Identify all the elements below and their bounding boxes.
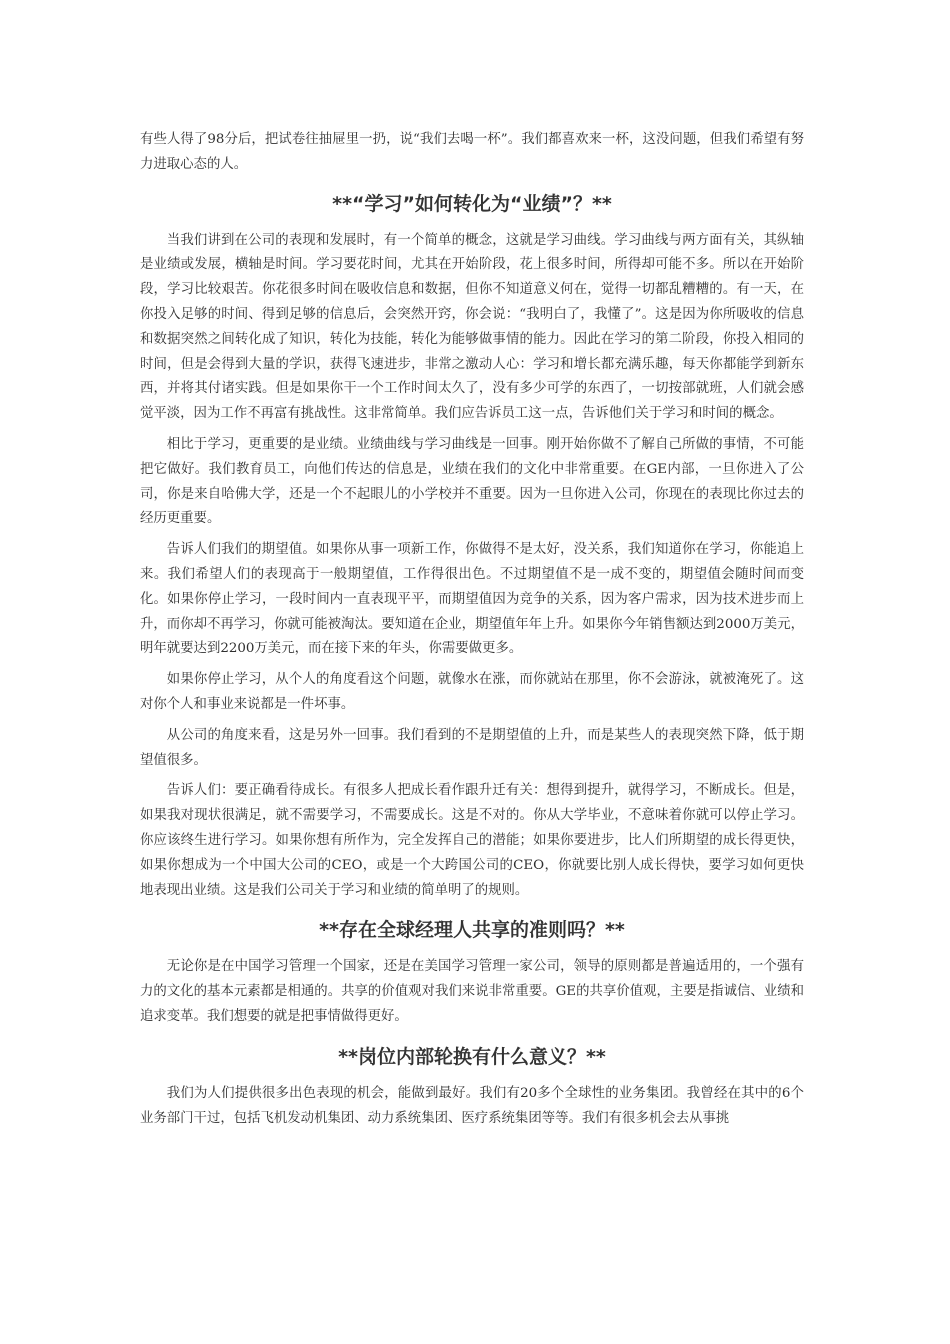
body-paragraph: 相比于学习，更重要的是业绩。业绩曲线与学习曲线是一回事。刚开始你做不了解自己所做的事情，不可能把它做好。我们教育员工，向他们传达的信息是，业绩在我们的文化中非常重要。在GE内部，一旦你进入了公司，你是来自哈佛大学，还是一个不起眼儿的小学校并不重要。因为一旦你进入公司，你现在的表现比你过去的经历更重要。 [140, 436, 804, 527]
body-paragraph: 无论你是在中国学习管理一个国家，还是在美国学习管理一家公司，领导的原则都是普遍适用的，一个强有力的文化的基本元素都是相通的。共享的价值观对我们来说非常重要。GE的共享价值观，主要是指诚信、业绩和追求变革。我们想要的就是把事情做得更好。 [140, 959, 804, 1024]
document-page [140, 128, 804, 1137]
intro-paragraph: 有些人得了98分后，把试卷往抽屉里一扔，说“我们去喝一杯”。我们都喜欢来一杯，这没问题，但我们希望有努力进取心态的人。 [140, 132, 804, 172]
body-paragraph: 告诉人们我们的期望值。如果你从事一项新工作，你做得不是太好，没关系，我们知道你在学习，你能追上来。我们希望人们的表现高于一般期望值，工作得很出色。不过期望值不是一成不变的，期望值会随时间而变化。如果你停止学习，一段时间内一直表现平平，而期望值因为竞争的关系，因为客户需求，因为技术进步而上升，而你却不再学习，你就可能被淘汰。要知道在企业，期望值年年上升。如果你今年销售额达到2000万美元，明年就要达到2200万美元，而在接下来的年头，你需要做更多。 [140, 542, 804, 657]
body-paragraph: 当我们讲到在公司的表现和发展时，有一个简单的概念，这就是学习曲线。学习曲线与两方面有关，其纵轴是业绩或发展，横轴是时间。学习要花时间，尤其在开始阶段，花上很多时间，所得却可能不多。所以在开始阶段，学习比较艰苦。你花很多时间在吸收信息和数据，但你不知道意义何在，觉得一切都乱糟糟的。有一天，在你投入足够的时间、得到足够的信息后，会突然开窍，你会说：“我明白了，我懂了”。这是因为你所吸收的信息和数据突然之间转化成了知识，转化为技能，转化为能够做事情的能力。因此在学习的第二阶段，你投入相同的时间，但是会得到大量的学识，获得飞速进步，非常之激动人心：学习和增长都充满乐趣，每天你都能学到新东西，并将其付诸实践。但是如果你干一个工作时间太久了，没有多少可学的东西了，一切按部就班，人们就会感觉平淡，因为工作不再富有挑战性。这非常简单。我们应告诉员工这一点，告诉他们关于学习和时间的概念。 [140, 232, 804, 422]
section-heading-learning-to-performance: **“学习”如何转化为“业绩”？** [332, 192, 612, 215]
body-paragraph: 我们为人们提供很多出色表现的机会，能做到最好。我们有20多个全球性的业务集团。我曾经在其中的6个业务部门干过，包括飞机发动机集团、动力系统集团、医疗系统集团等等。我们有很多机会去从事挑 [140, 1085, 804, 1126]
section-heading-global-manager-principles: **存在全球经理人共享的准则吗？** [319, 919, 625, 942]
section-heading-job-rotation: **岗位内部轮换有什么意义？** [338, 1045, 606, 1068]
body-paragraph: 从公司的角度来看，这是另外一回事。我们看到的不是期望值的上升，而是某些人的表现突然下降，低于期望值很多。 [140, 727, 804, 768]
body-paragraph: 告诉人们：要正确看待成长。有很多人把成长看作跟升迁有关：想得到提升，就得学习，不断成长。但是，如果我对现状很满足，就不需要学习，不需要成长。这是不对的。你从大学毕业，不意味着你就可以停止学习。你应该终生进行学习。如果你想有所作为，完全发挥自己的潜能；如果你要进步，比人们所期望的成长得更快，如果你想成为一个中国大公司的CEO，或是一个大跨国公司的CEO，你就要比别人成长得快，要学习如何更快地表现出业绩。这是我们公司关于学习和业绩的简单明了的规则。 [140, 783, 804, 898]
body-paragraph: 如果你停止学习，从个人的角度看这个问题，就像水在涨，而你就站在那里，你不会游泳，就被淹死了。这对你个人和事业来说都是一件坏事。 [140, 672, 804, 712]
